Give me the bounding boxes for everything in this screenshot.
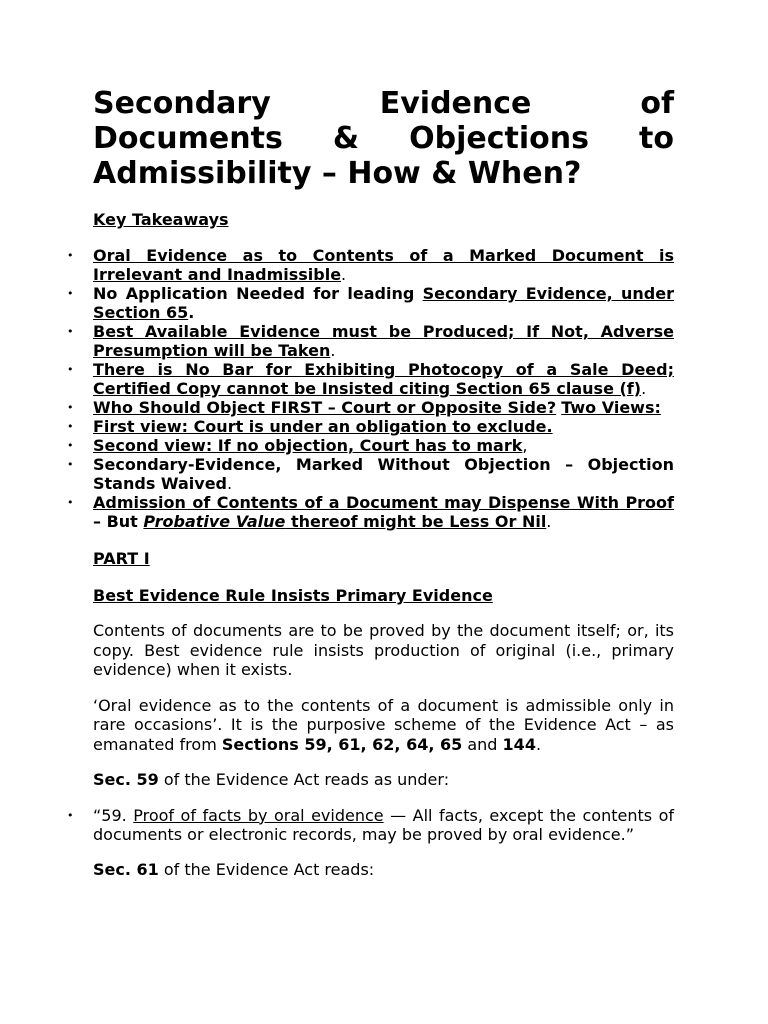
quote-list bbox=[93, 806, 674, 844]
article-body bbox=[93, 86, 674, 879]
section-title-link[interactable]: Proof of facts by oral evidence bbox=[133, 805, 384, 825]
list-item: • Second view: If no objection, Court has to mark, bbox=[93, 436, 674, 455]
takeaway-link[interactable]: Best Available Evidence must be Produced; If Not, Adverse Presumption will be Taken bbox=[93, 322, 674, 360]
takeaway-link[interactable]: Admission of Contents of a Document may Dispense With Proof bbox=[93, 493, 674, 512]
takeaway-link[interactable]: Two Views: bbox=[561, 398, 661, 417]
section-heading: Best Evidence Rule Insists Primary Evidence bbox=[93, 586, 493, 605]
paragraph: Sec. 61 of the Evidence Act reads: bbox=[93, 859, 375, 879]
takeaway-link[interactable]: Who Should Object FIRST – Court or Opposite Side? bbox=[93, 398, 557, 417]
paragraph: Sec. 59 of the Evidence Act reads as under: bbox=[93, 770, 450, 789]
takeaway-link[interactable]: Second view: If no objection, Court has to mark bbox=[93, 436, 523, 455]
part-heading: PART I bbox=[93, 549, 150, 568]
key-takeaways-heading: Key Takeaways bbox=[93, 210, 229, 229]
list-item: • “59. Proof of facts by oral evidence — All facts, except the contents of documents or electronic records, may be proved by oral evidence.” bbox=[93, 806, 674, 844]
takeaway-link[interactable]: Probative Value bbox=[143, 512, 286, 531]
paragraph: Contents of documents are to be proved by the document itself; or, its copy. Best evidence rule insists production of original (i.e., primary evidence) when it exists. bbox=[93, 621, 674, 679]
list-item: • Secondary-Evidence, Marked Without Objection – Objection Stands Waived. bbox=[93, 455, 674, 493]
list-item: • Oral Evidence as to Contents of a Marked Document is Irrelevant and Inadmissible. bbox=[93, 246, 674, 284]
takeaway-link[interactable]: There is No Bar for Exhibiting Photocopy of a Sale Deed; Certified Copy cannot be Insisted citing Section 65 clause (f) bbox=[93, 360, 674, 398]
paragraph: ‘Oral evidence as to the contents of a document is admissible only in rare occasions’. It is the purposive scheme of the Evidence Act – as emanated from Sections 59, 61, 62, 64, 65 and 144. bbox=[93, 695, 674, 754]
takeaway-link[interactable]: First view: Court is under an obligation to exclude. bbox=[93, 417, 553, 436]
takeaway-link[interactable]: Secondary Evidence, under Section 65 bbox=[93, 284, 674, 322]
takeaway-link[interactable]: Oral Evidence as to Contents of a Marked Document is Irrelevant and Inadmissible bbox=[93, 246, 674, 284]
list-item: • Admission of Contents of a Document may Dispense With Proof – But Probative Value thereof might be Less Or Nil. bbox=[93, 493, 674, 531]
takeaways-list bbox=[93, 246, 674, 531]
list-item bbox=[93, 417, 674, 436]
list-item: • Best Available Evidence must be Produced; If Not, Adverse Presumption will be Taken. bbox=[93, 322, 674, 360]
takeaway-link[interactable]: thereof might be Less Or Nil bbox=[285, 512, 547, 531]
list-item: • No Application Needed for leading Secondary Evidence, under Section 65. bbox=[93, 284, 674, 322]
list-item bbox=[93, 398, 674, 417]
article-title: Secondary Evidence of Documents & Objections to Admissibility – How & When? bbox=[93, 86, 674, 191]
list-item: • There is No Bar for Exhibiting Photocopy of a Sale Deed; Certified Copy cannot be Insisted citing Section 65 clause (f). bbox=[93, 360, 674, 398]
